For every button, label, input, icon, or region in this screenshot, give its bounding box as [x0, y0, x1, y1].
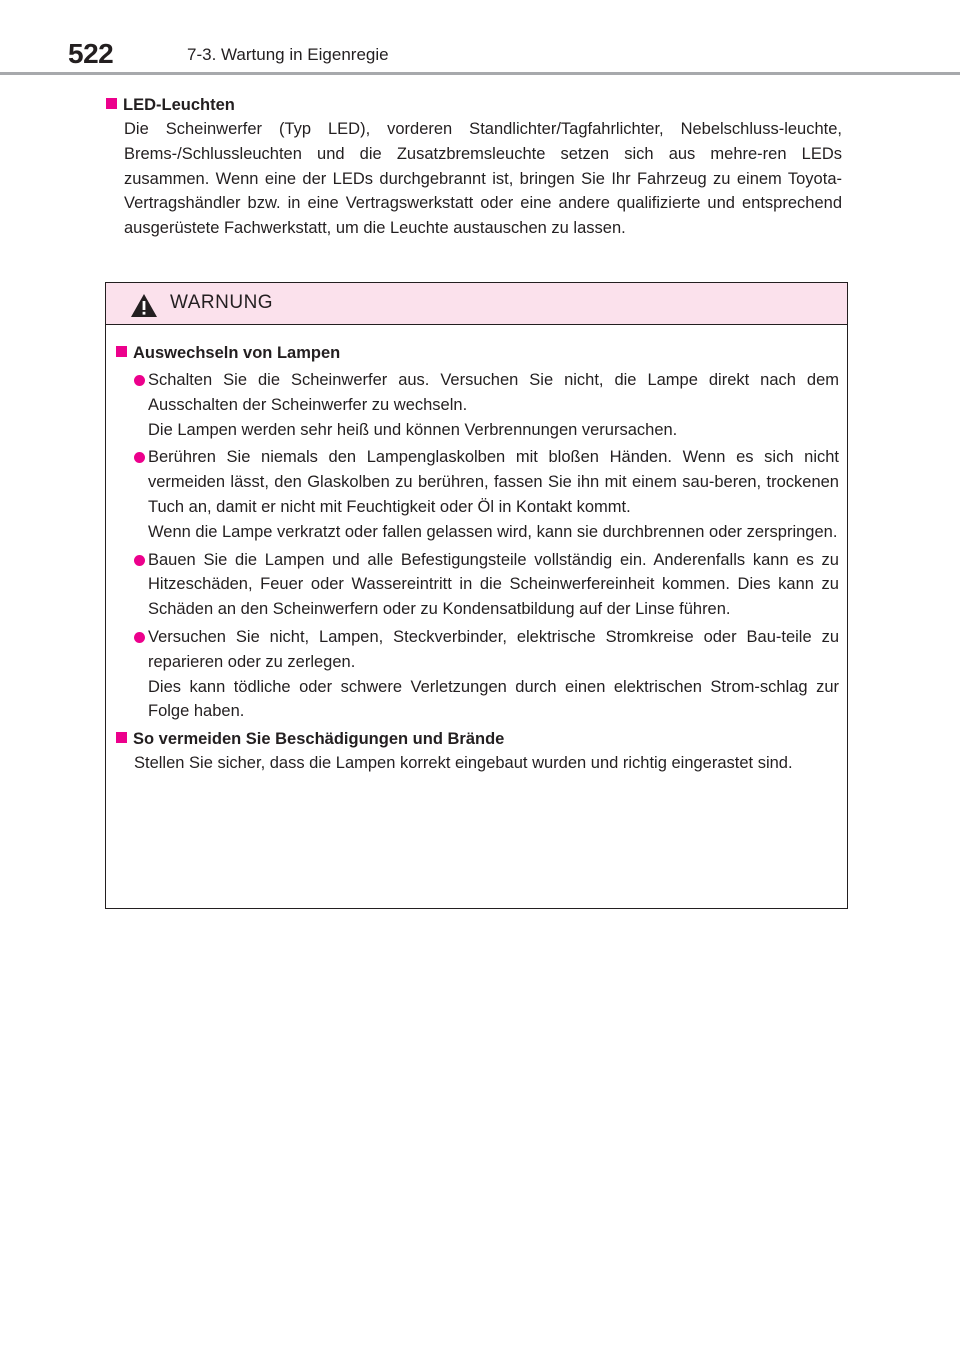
square-bullet-icon: [116, 346, 127, 357]
square-bullet-icon: [106, 98, 117, 109]
led-heading-text: LED-Leuchten: [123, 96, 235, 114]
header-divider: [0, 72, 960, 75]
section-title: 7-3. Wartung in Eigenregie: [187, 45, 389, 64]
bullet-text: Wenn die Lampe verkratzt oder fallen gelassen wird, kann sie durchbrennen oder zerspringen.: [148, 522, 838, 541]
page-number: 522: [68, 38, 114, 69]
warning-heading-lamps-text: Auswechseln von Lampen: [133, 344, 341, 362]
square-bullet-icon: [116, 732, 127, 743]
warning-title: WARNUNG: [170, 292, 274, 313]
led-section: [106, 93, 842, 241]
warning-box: [105, 282, 848, 909]
warning-heading-damage: [116, 727, 839, 751]
warning-damage-text: Stellen Sie sicher, dass die Lampen korrekt eingebaut wurden und richtig eingerastet sind.: [134, 754, 793, 773]
list-item: [116, 368, 839, 442]
bullet-text: Berühren Sie niemals den Lampenglaskolben mit bloßen Händen. Wenn es sich nicht vermeiden lässt, den Glaskolben zu berühren, fassen Sie ihn mit einem sau-beren, trockenen Tuch an, damit er nicht mit Feuchtigkeit oder Öl in Kontakt kommt.: [148, 448, 839, 516]
circle-bullet-icon: [134, 452, 145, 463]
list-item: [116, 548, 839, 622]
list-item: [116, 625, 839, 724]
list-item: [116, 445, 839, 544]
bullet-text: Schalten Sie die Scheinwerfer aus. Versuchen Sie nicht, die Lampe direkt nach dem Ausschalten der Scheinwerfer zu wechseln.: [148, 371, 839, 414]
warning-triangle-icon: [130, 293, 158, 318]
page-header: [0, 0, 960, 80]
warning-heading-lamps: [116, 341, 839, 365]
warning-body: [106, 325, 847, 776]
circle-bullet-icon: [134, 375, 145, 386]
warning-heading-damage-text: So vermeiden Sie Beschädigungen und Brände: [133, 730, 505, 749]
bullet-text: Versuchen Sie nicht, Lampen, Steckverbinder, elektrische Stromkreise oder Bau-teile zu reparieren oder zu zerlegen.: [148, 627, 839, 671]
circle-bullet-icon: [134, 555, 145, 566]
bullet-text: Bauen Sie die Lampen und alle Befestigungsteile vollständig ein. Anderenfalls kann es zu Hitzeschäden, Feuer oder Wassereintritt in die Scheinwerfereinheit kommen. Dies kann zu Schäden an den Scheinwerfern oder zu Kondensatbildung auf der Linse führen.: [148, 550, 839, 619]
bullet-text: Die Lampen werden sehr heiß und können Verbrennungen verursachen.: [148, 420, 678, 439]
bullet-text: Dies kann tödliche oder schwere Verletzungen durch einen elektrischen Strom-schlag zur Folge haben.: [148, 677, 839, 721]
led-heading: [106, 93, 842, 117]
warning-header: [106, 283, 847, 325]
circle-bullet-icon: [134, 632, 145, 643]
led-paragraph: Die Scheinwerfer (Typ LED), vorderen Standlichter/Tagfahrlichter, Nebelschluss-leuchte, Brems-/Schlussleuchten und die Zusatzbremsleuchte setzen sich aus mehre-ren LEDs zusammen. Wenn eine der LEDs durchgebrannt ist, bringen Sie Ihr Fahrzeug zu einem Toyota-Vertragshändler bzw. in eine Vertragswerkstatt oder eine andere qualifizierte und entsprechend ausgerüstete Fachwerkstatt, um die Leuchte austauschen zu lassen.: [124, 120, 842, 238]
